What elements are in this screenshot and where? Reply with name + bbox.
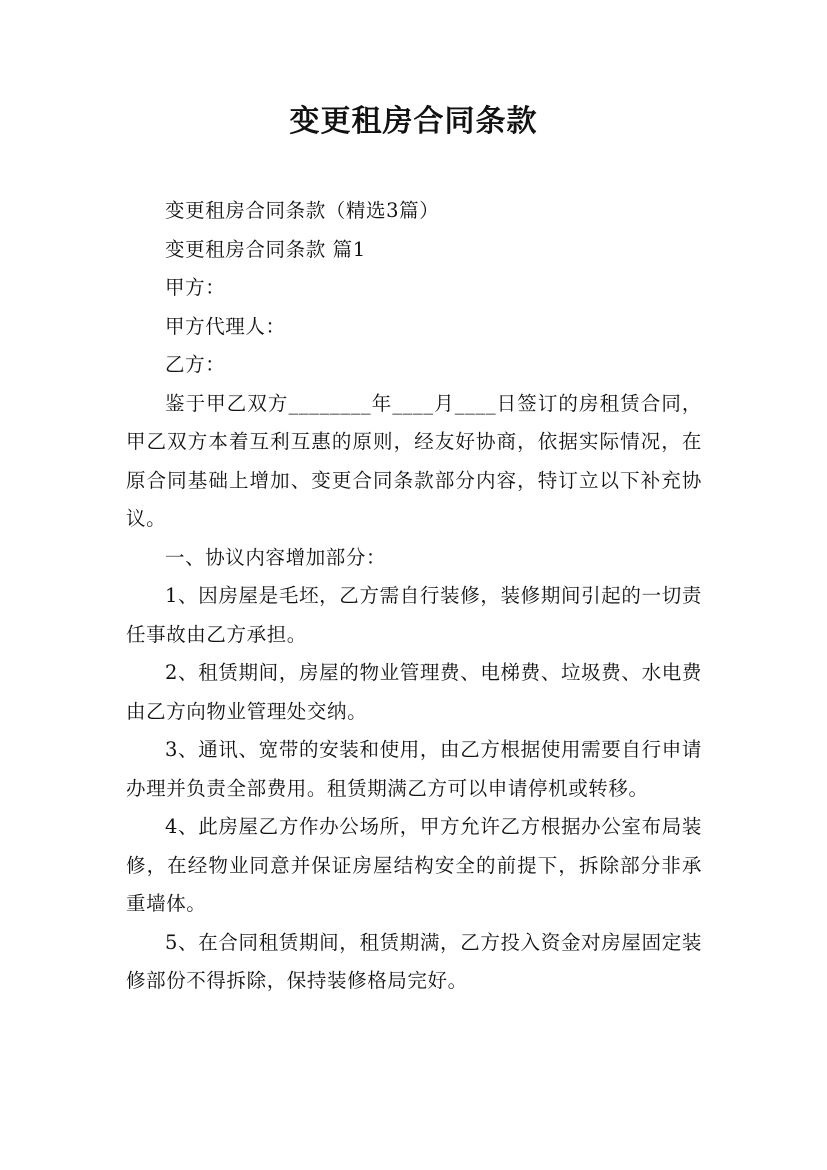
paragraph-subtitle: 变更租房合同条款（精选3篇） [165, 199, 440, 222]
paragraph-clause-1: 1、因房屋是毛坯，乙方需自行装修，装修期间引起的一切责任事故由乙方承担。 [126, 584, 702, 646]
paragraph-party-b: 乙方： [165, 353, 226, 376]
paragraph-clause-heading: 一、协议内容增加部分： [165, 545, 387, 569]
paragraph-preamble: 鉴于甲乙双方________年____月____日签订的房租赁合同，甲乙双方本着互利互惠的原则，经友好协商，依据实际情况，在原合同基础上增加、变更合同条款部分内容，特订立以下补充协议。 [126, 391, 702, 530]
paragraph-clause-3: 3、通讯、宽带的安装和使用，由乙方根据使用需要自行申请办理并负责全部费用。租赁期满乙方可以申请停机或转移。 [126, 738, 702, 800]
paragraph-section-heading: 变更租房合同条款 篇1 [165, 237, 366, 261]
paragraph-party-a-agent: 甲方代理人： [165, 314, 286, 338]
paragraph-clause-5: 5、在合同租赁期间，租赁期满，乙方投入资金对房屋固定装修部份不得拆除，保持装修格局完好。 [126, 930, 702, 992]
document-body [126, 192, 702, 1001]
paragraph-party-a: 甲方： [165, 276, 226, 299]
document-title: 变更租房合同条款 [289, 104, 538, 139]
paragraph-clause-4: 4、此房屋乙方作办公场所，甲方允许乙方根据办公室布局装修，在经物业同意并保证房屋结构安全的前提下，拆除部分非承重墙体。 [126, 815, 702, 915]
paragraph-clause-2: 2、租赁期间，房屋的物业管理费、电梯费、垃圾费、水电费由乙方向物业管理处交纳。 [126, 661, 702, 723]
